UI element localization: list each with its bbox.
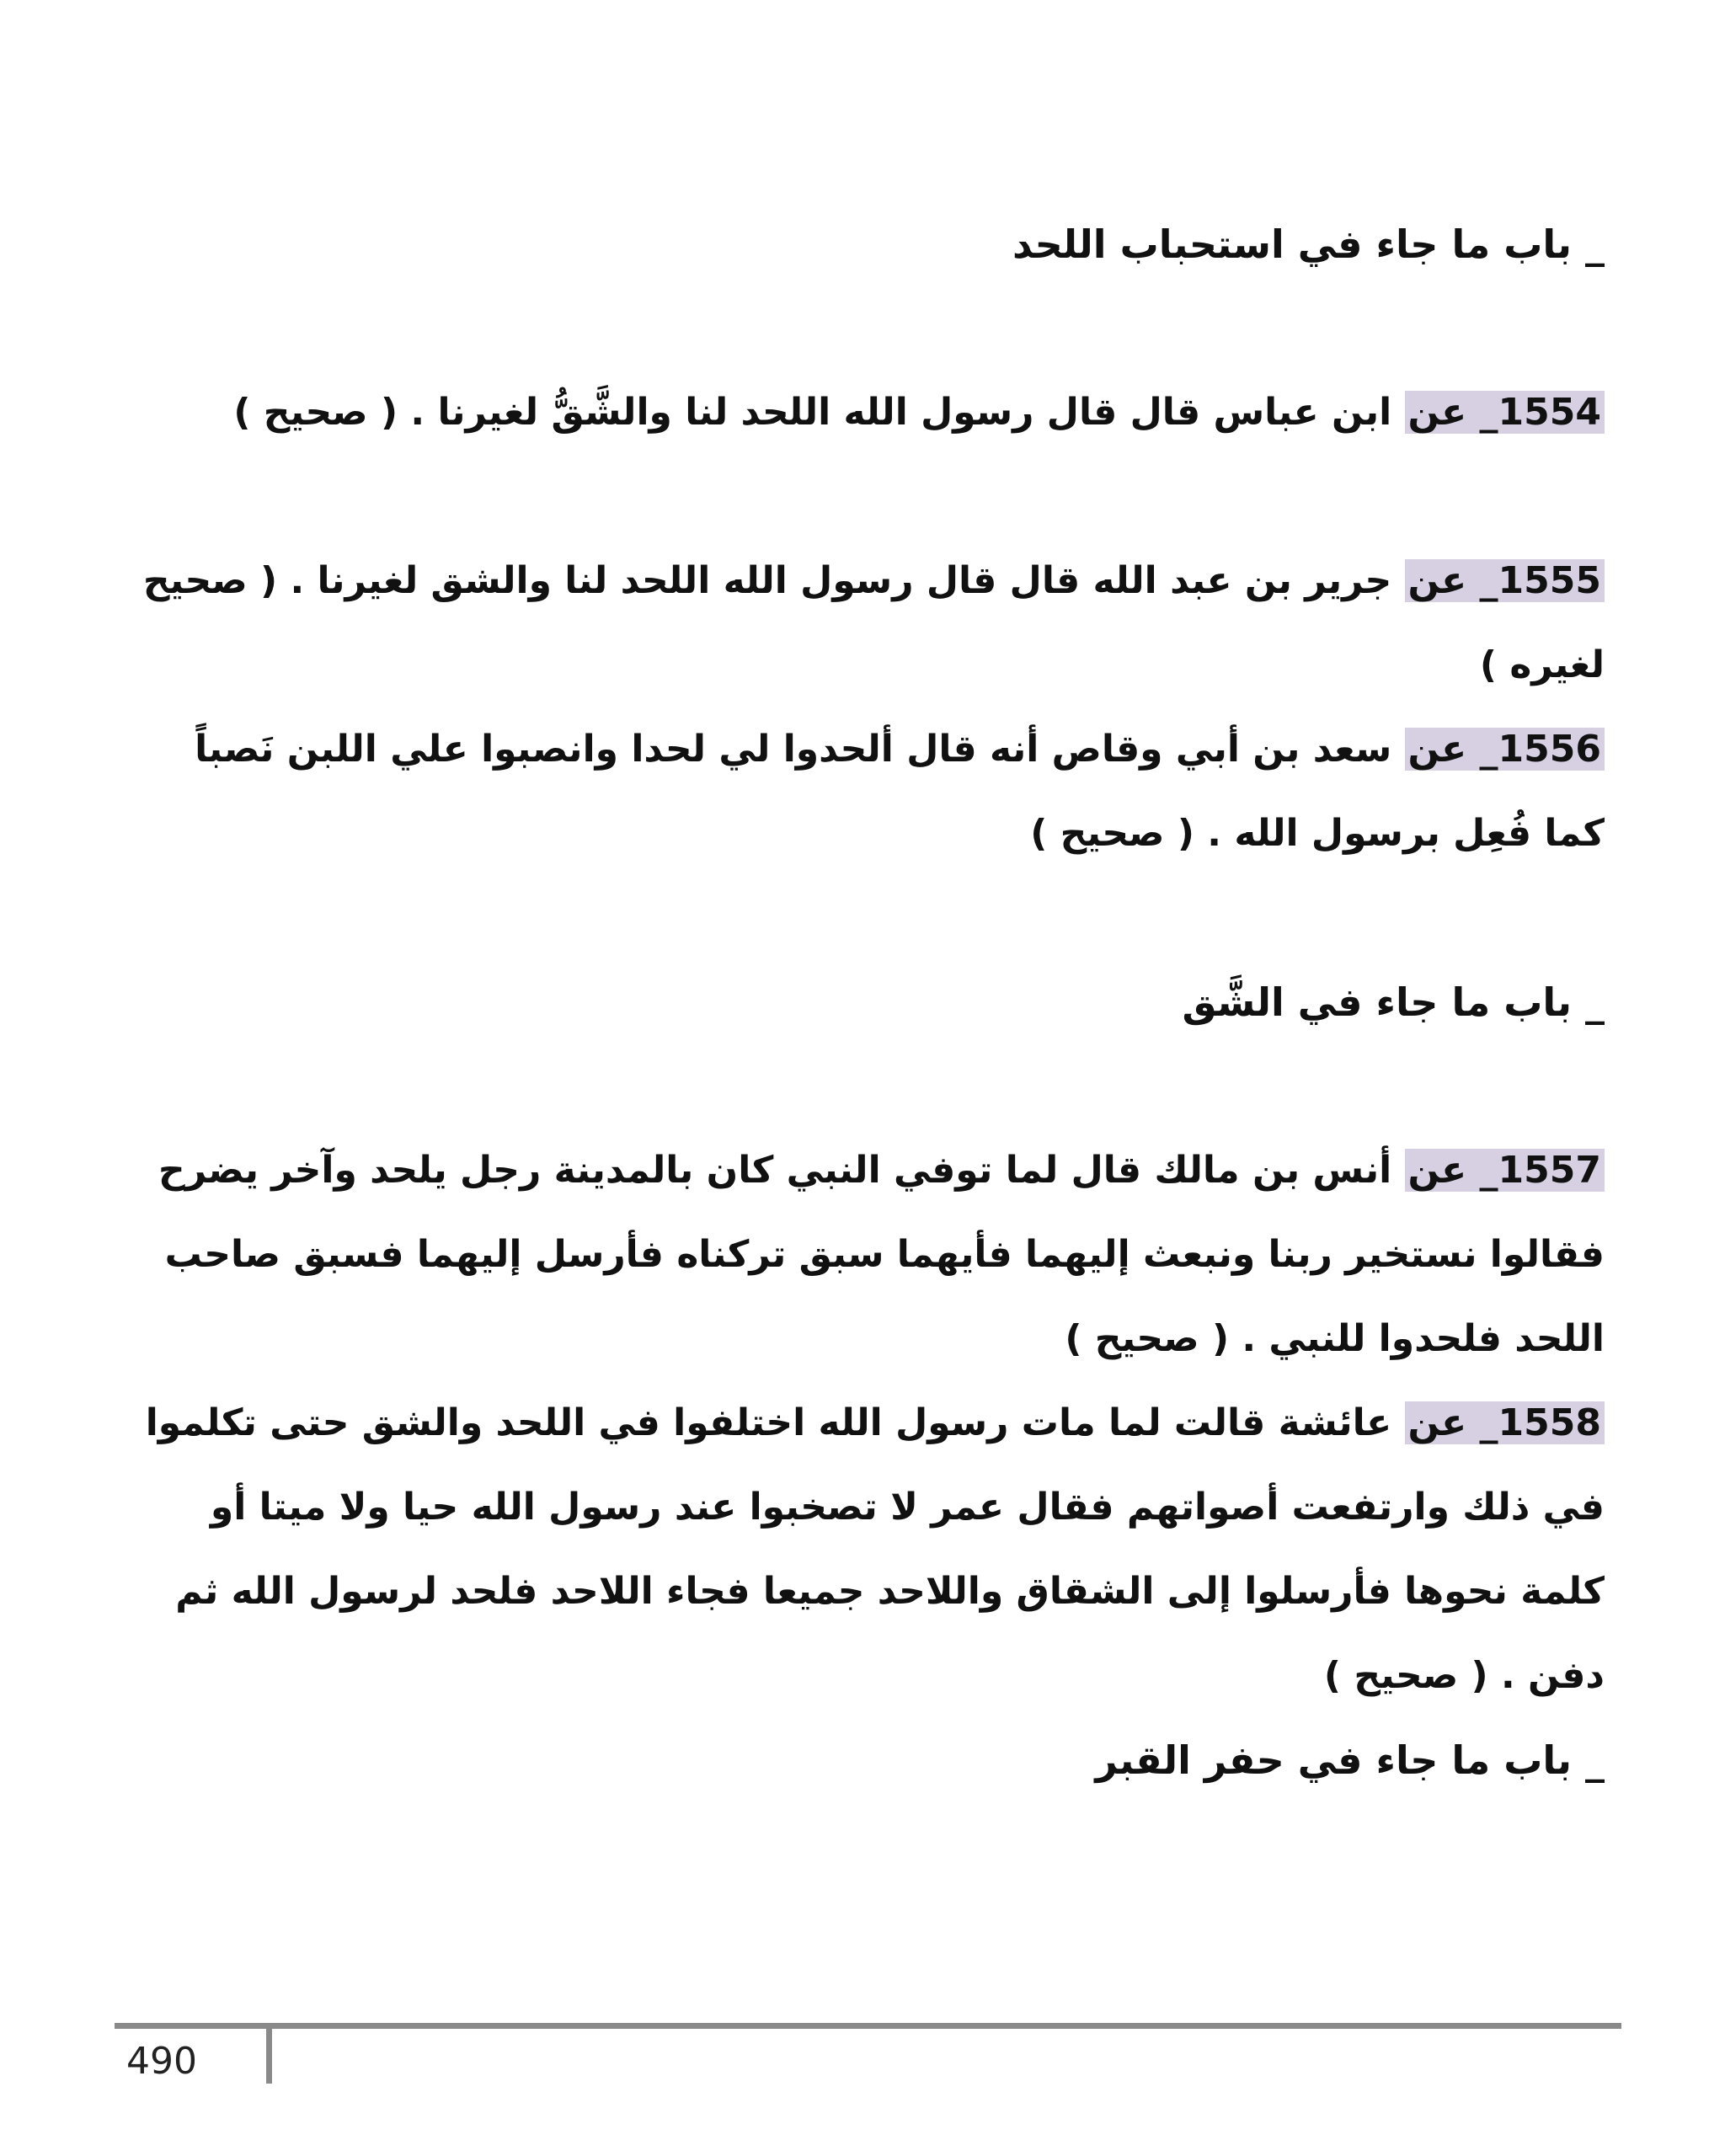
hadith-number: 1556_ [1479,728,1601,771]
hadith-text: سعد بن أبي وقاص أنه قال ألحدوا لي لحدا وانصبوا علي اللبن نَصباً كما فُعِل برسول الله . ( صحيح ) [195,728,1605,855]
hadith-number: 1558_ [1479,1401,1601,1444]
hadith-number-highlight [1405,1149,1605,1192]
hadith-1556 [135,707,1605,876]
hadith-an: عن [1407,728,1467,771]
hadith-text: ابن عباس قال قال رسول الله اللحد لنا والشَّقُّ لغيرنا . ( صحيح ) [233,391,1405,434]
hadith-1557 [135,1129,1605,1381]
hadith-number: 1554_ [1479,391,1601,434]
hadith-an: عن [1407,391,1467,434]
hadith-an: عن [1407,559,1467,602]
hadith-1555 [135,539,1605,707]
footer-rule-tick [266,2023,272,2084]
hadith-1558 [135,1381,1605,1718]
hadith-text: جرير بن عبد الله قال قال رسول الله اللحد لنا والشق لغيرنا . ( صحيح لغيره ) [142,559,1605,686]
hadith-number-highlight [1405,391,1605,434]
section-heading-lahd-preference: _ باب ما جاء في استحباب اللحد [1012,221,1605,267]
section-heading-digging-grave: _ باب ما جاء في حفر القبر [1095,1737,1605,1783]
hadith-number: 1557_ [1479,1149,1601,1192]
hadith-1554 [135,371,1605,455]
hadith-number: 1555_ [1479,559,1601,602]
page-number: 490 [126,2040,197,2083]
hadith-an: عن [1407,1401,1467,1444]
hadith-text: أنس بن مالك قال لما توفي النبي كان بالمدينة رجل يلحد وآخر يضرح فقالوا نستخير ربنا ونبعث إليهما فأيهما سبق تركناه فأرسل إليهما فسبق صاحب اللحد فلحدوا للنبي . ( صحيح ) [158,1149,1605,1360]
hadith-text: عائشة قالت لما مات رسول الله اختلفوا في اللحد والشق حتى تكلموا في ذلك وارتفعت أصواتهم فقال عمر لا تصخبوا عند رسول الله حيا ولا ميتا أو كلمة نحوها فأرسلوا إلى الشقاق واللاحد جميعا فجاء اللاحد فلحد لرسول الله ثم دفن . ( صحيح ) [145,1401,1605,1697]
hadith-an: عن [1407,1149,1467,1192]
hadith-number-highlight [1405,559,1605,602]
hadith-number-highlight [1405,728,1605,771]
footer-rule [115,2023,1621,2029]
section-heading-shaqq: _ باب ما جاء في الشَّق [1182,979,1605,1025]
hadith-number-highlight [1405,1401,1605,1444]
